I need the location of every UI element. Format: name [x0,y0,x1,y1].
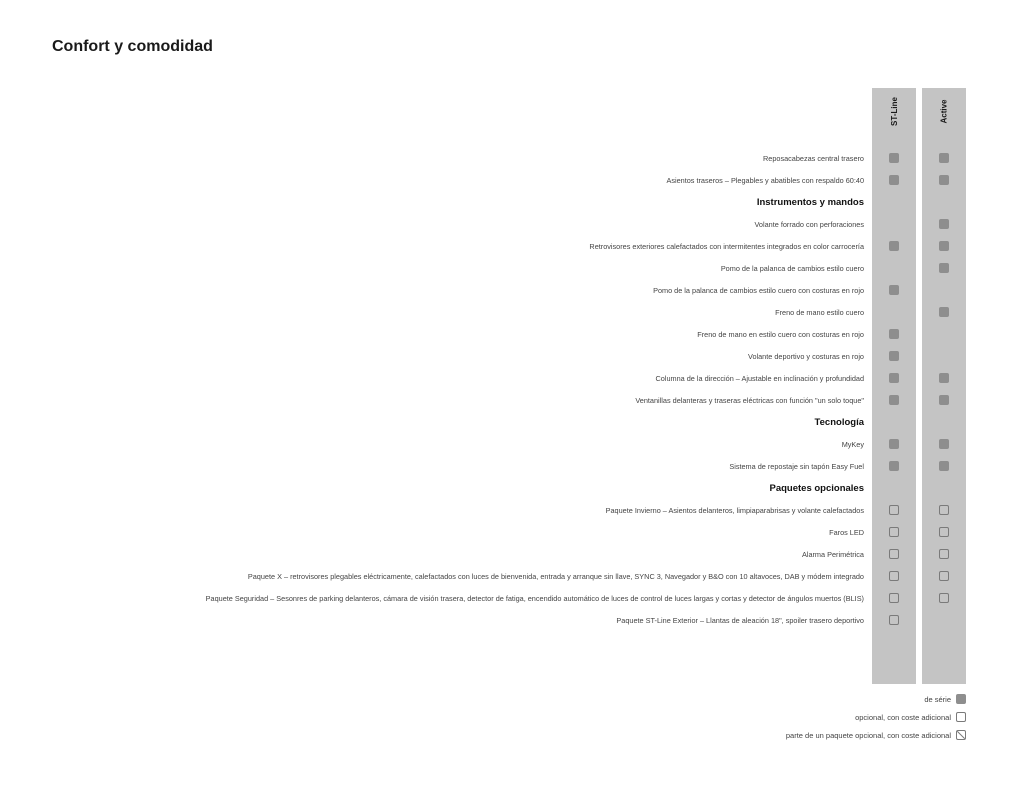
standard-mark-icon [939,263,949,273]
feature-row [0,302,1020,324]
feature-label: Freno de mano en estilo cuero con costuras en rojo [697,330,864,339]
legend-item [786,726,966,744]
feature-label: Paquete Seguridad – Sesonres de parking delanteros, cámara de visión trasera, detector de fatiga, encendido automático de luces de control de luces largas y cortas y detector de ángulos muertos (BLIS) [205,594,864,603]
feature-label: Alarma Perimétrica [801,550,864,559]
section-heading: Tecnología [814,417,864,428]
feature-label: Ventanillas delanteras y traseras eléctricas con función "un solo toque" [635,396,864,405]
standard-mark-icon [889,175,899,185]
standard-mark-icon [939,439,949,449]
standard-mark-icon [889,153,899,163]
section-heading: Paquetes opcionales [769,483,864,494]
column-header-label: Active [939,98,949,124]
standard-mark-icon [956,694,966,704]
feature-label: Sistema de repostaje sin tapón Easy Fuel [729,462,864,471]
standard-mark-icon [889,373,899,383]
page-title: Confort y comodidad [52,38,213,55]
feature-label: Pomo de la palanca de cambios estilo cuero [720,264,864,273]
feature-label: Volante deportivo y costuras en rojo [747,352,864,361]
package-mark-icon [956,730,966,740]
feature-row [0,522,1020,544]
feature-row [0,390,1020,412]
section-heading: Instrumentos y mandos [756,197,864,208]
column-header-label: ST-Line [889,96,899,126]
feature-label: Pomo de la palanca de cambios estilo cuero con costuras en rojo [653,286,864,295]
column-header-st-line [872,96,916,126]
column-header-active [922,96,966,126]
feature-label: Volante forrado con perforaciones [754,220,864,229]
feature-label: Paquete X – retrovisores plegables eléctricamente, calefactados con luces de bienvenida, entrada y arranque sin llave, SYNC 3, Navegador y B&O con 10 altavoces, DAB y módem integrado [247,572,864,581]
feature-label: Asientos traseros – Plegables y abatibles con respaldo 60:40 [666,176,864,185]
feature-row [0,258,1020,280]
feature-row [0,588,1020,610]
standard-mark-icon [889,351,899,361]
optional-mark-icon [889,527,899,537]
section-heading-row [0,412,1020,434]
feature-row [0,544,1020,566]
feature-row [0,368,1020,390]
feature-row [0,324,1020,346]
standard-mark-icon [939,373,949,383]
feature-row [0,610,1020,632]
standard-mark-icon [939,461,949,471]
feature-row [0,346,1020,368]
legend-item [786,690,966,708]
optional-mark-icon [939,505,949,515]
standard-mark-icon [889,329,899,339]
standard-mark-icon [939,241,949,251]
feature-label: Paquete ST-Line Exterior – Llantas de aleación 18", spoiler trasero deportivo [616,616,864,625]
section-heading-row [0,478,1020,500]
standard-mark-icon [939,307,949,317]
feature-row [0,214,1020,236]
optional-mark-icon [956,712,966,722]
optional-mark-icon [889,571,899,581]
optional-mark-icon [889,593,899,603]
feature-row [0,566,1020,588]
section-heading-row [0,192,1020,214]
standard-mark-icon [939,395,949,405]
feature-label: MyKey [841,440,864,449]
optional-mark-icon [889,615,899,625]
standard-mark-icon [939,175,949,185]
feature-label: Retrovisores exteriores calefactados con intermitentes integrados en color carrocería [589,242,864,251]
feature-row [0,148,1020,170]
optional-mark-icon [939,549,949,559]
feature-row [0,280,1020,302]
feature-table [0,148,1020,632]
legend-label: parte de un paquete opcional, con coste adicional [785,730,951,740]
feature-label: Paquete Invierno – Asientos delanteros, limpiaparabrisas y volante calefactados [605,506,864,515]
optional-mark-icon [939,571,949,581]
standard-mark-icon [939,219,949,229]
feature-row [0,434,1020,456]
legend-label: opcional, con coste adicional [855,712,951,722]
optional-mark-icon [889,549,899,559]
legend-item [786,708,966,726]
feature-row [0,236,1020,258]
feature-label: Faros LED [829,528,864,537]
legend-label: de série [924,694,951,704]
optional-mark-icon [889,505,899,515]
legend [786,690,966,744]
feature-label: Columna de la dirección – Ajustable en inclinación y profundidad [655,374,864,383]
feature-row [0,456,1020,478]
optional-mark-icon [939,593,949,603]
feature-label: Freno de mano estilo cuero [775,308,864,317]
standard-mark-icon [939,153,949,163]
standard-mark-icon [889,439,899,449]
standard-mark-icon [889,461,899,471]
standard-mark-icon [889,395,899,405]
standard-mark-icon [889,285,899,295]
optional-mark-icon [939,527,949,537]
feature-row [0,500,1020,522]
standard-mark-icon [889,241,899,251]
feature-row [0,170,1020,192]
feature-label: Reposacabezas central trasero [763,154,864,163]
